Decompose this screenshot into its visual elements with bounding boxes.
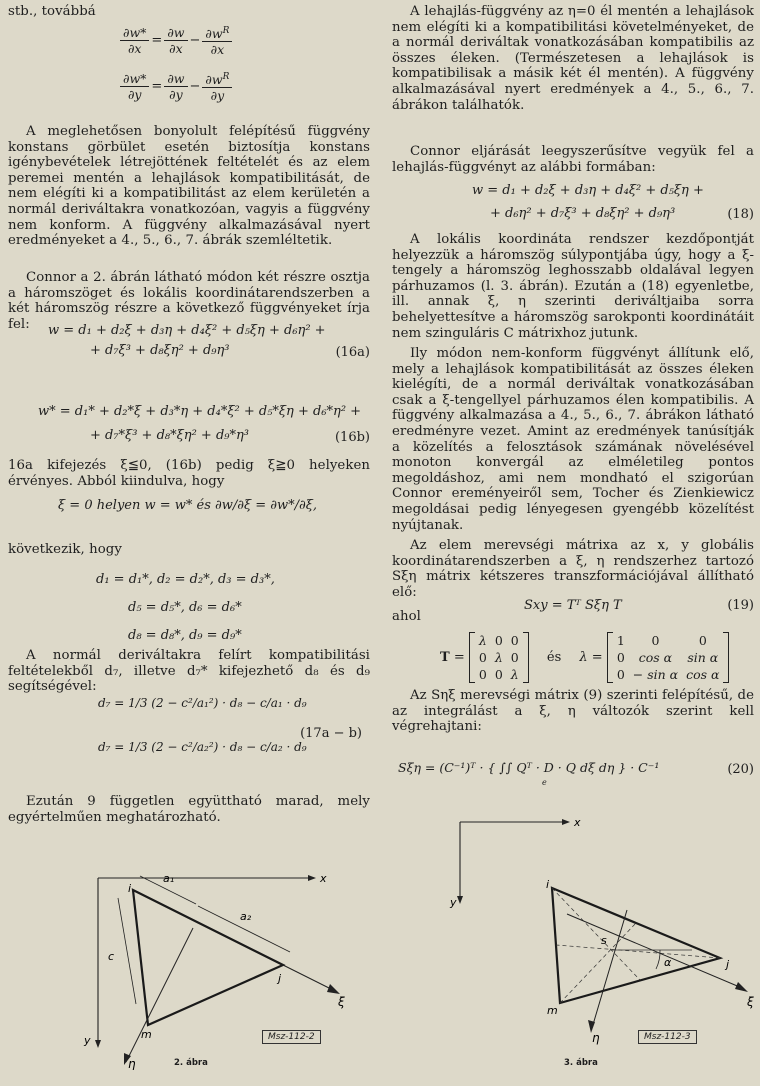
- fig2-caption: 2. ábra: [174, 1058, 208, 1068]
- fig3-x-arrow-icon: [562, 819, 570, 825]
- fig3-label-alpha: α: [664, 956, 672, 969]
- fig2-label-x: x: [320, 872, 327, 885]
- x-axis-arrow-icon: [308, 875, 316, 881]
- and-label: és: [546, 650, 562, 665]
- paragraph-validity: 16a kifejezés ξ≦0, (16b) pedig ξ≧0 helyeken érvényes. Abból kiindulva, hogy: [8, 458, 370, 489]
- fig3-label-x: x: [574, 816, 581, 829]
- right-column: [392, 0, 754, 1086]
- equation-dwx: $\frac{\partial w*}{\partial x}$ = $\frac{\partial w}{\partial x}$ − $\frac{\partial w^R}{\partial x}$: [118, 24, 234, 57]
- fig2-label-a1: a₁: [163, 872, 175, 885]
- paragraph-integration: Az Sηξ merevségi mátrix (9) szerinti felépítésű, de az integrálást a ξ, η változók szerint kell végrehajtani:: [392, 688, 754, 735]
- paragraph-follows: következik, hogy: [8, 542, 122, 557]
- equation-20-number: (20): [727, 762, 754, 777]
- fig2-label-m: m: [141, 1028, 152, 1041]
- equation-coeffs-3: d₈ = d₈*, d₉ = d₉*: [128, 628, 242, 643]
- T-matrix-label: T: [440, 650, 450, 665]
- equation-16a-line2: + d₇ξ³ + d₈ξη² + d₉η³: [90, 343, 230, 358]
- figure-3: [442, 808, 754, 1053]
- fig3-label-j: j: [726, 958, 730, 971]
- fig3-label-m: m: [547, 1004, 558, 1017]
- paragraph-simplified: Connor eljárását leegyszerűsítve vegyük fel a lehajlás-függvényt az alábbi formában:: [392, 144, 754, 175]
- where-label: ahol: [392, 609, 421, 624]
- equation-18-line1: w = d₁ + d₂ξ + d₃η + d₄ξ² + d₅ξη +: [472, 183, 704, 198]
- fig3-y-arrow-icon: [457, 896, 463, 904]
- fig2-label-eta: η: [128, 1057, 136, 1070]
- equation-18-line2: + d₆η² + d₇ξ³ + d₈ξη² + d₉η³: [490, 206, 676, 221]
- T-matrix: λ 0 0 0 λ 0 0 0 λ: [469, 632, 529, 683]
- fig2-xi-arrow-icon: [327, 984, 340, 994]
- fig3-xi-arrow-icon: [735, 982, 748, 992]
- paragraph-nonconform-function: Ily módon nem-konform függvényt állítunk elő, mely a lehajlások kompatibilitását az összes éleken kielégíti, de a normál deriváltak vonatkozásában csak a ξ-tengellyel párhuzamos élen kompatibilis. A függvény alkalmazása a 4., 5., 6., 7. ábrákon látható eredményre vezet. Amint az eredmények tanúsítják a közelítés a felosztások számának növelésével monoton konvergál az elméletileg pontos megoldáshoz, ami nem mondható el szigorúan Connor ereményeiről sem, Tocher és Zienkiewicz megoldásai pedig lényegesen gyengébb közelítést nyújtanak.: [392, 346, 754, 533]
- fig3-label-y: y: [450, 896, 457, 909]
- equation-16a-number: (16a): [335, 345, 370, 360]
- fig2-label-j: j: [278, 972, 282, 985]
- equation-17-number: (17a − b): [300, 726, 362, 741]
- paragraph-deflection-function: A lehajlás-függvény az η=0 él mentén a lehajlások nem elégíti ki a kompatibilitási követelményeket, de a normál deriváltak vonatkozásában kompatibilis az összes éleken. (Természetesen a lehajlások is kompatibilisak a másik két él mentén). A függvény alkalmazásával nyert eredmények a 4., 5., 6., 7. ábrákon találhatók.: [392, 4, 754, 113]
- fig2-label-i: i: [128, 882, 132, 895]
- fig2-label-a2: a₂: [240, 910, 252, 923]
- equation-19: Sxy = Tᵀ Sξη T: [524, 598, 622, 613]
- equation-16b-line2: + d₇*ξ³ + d₈*ξη² + d₉*η³: [90, 428, 249, 443]
- paragraph-normal-derivatives: A normál deriváltakra felírt kompatibilitási feltételekből d₇, illetve d₇* kifejezhető d₈ és d₉ segítségével:: [8, 648, 370, 695]
- equation-20-subscript: e: [542, 778, 547, 787]
- equation-20: Sξη = (C⁻¹)ᵀ · { ∫∫ Qᵀ · D · Q dξ dη } · C⁻¹: [398, 760, 660, 775]
- equation-16a-line1: w = d₁ + d₂ξ + d₃η + d₄ξ² + d₅ξη + d₆η² +: [48, 323, 326, 338]
- fig3-label-eta: η: [592, 1031, 600, 1045]
- fig2-label-y: y: [84, 1034, 91, 1047]
- intro-text: stb., továbbá: [8, 4, 96, 19]
- y-axis-arrow-icon: [95, 1040, 101, 1048]
- fig3-code-box: Msz-112-3: [638, 1030, 697, 1044]
- matrix-equations: T = λ 0 0 0 λ 0 0 0 λ és λ = 1 0 0 0 cos α sin α 0 − sin α cos α: [440, 632, 729, 683]
- equation-dwy: $\frac{\partial w*}{\partial y}$ = $\frac{\partial w}{\partial y}$ − $\frac{\partial w^R}{\partial y}$: [118, 70, 234, 103]
- equation-coeffs-1: d₁ = d₁*, d₂ = d₂*, d₃ = d₃*,: [96, 572, 275, 587]
- fig2-dim-c: [118, 898, 136, 1004]
- fig3-median-i: [552, 888, 640, 980]
- fig2-code-box: Msz-112-2: [262, 1030, 321, 1044]
- fig3-label-xi: ξ: [747, 995, 754, 1009]
- paragraph-stiffness-matrix: Az elem merevségi mátrixa az x, y globális koordinátarendszerben a ξ, η rendszerhez tartozó Sξη mátrix kétszeres transzformációjával állítható elő:: [392, 538, 754, 600]
- fig2-label-c: c: [108, 950, 115, 963]
- paragraph-nonconform: A meglehetősen bonyolult felépítésű függvény konstans görbület esetén biztosítja konstans igénybevételek létrejöttének feltételét és az elem peremei mentén a lehajlások kompatibilitását, de nem elégíti ki a kompatibilitást az elem kerületén a normál deriváltakra vonatkozóan, vagyis a függvény nem konform. A függvény alkalmazásával nyert eredményeket a 4., 5., 6., 7. ábrák szemléltetik.: [8, 124, 370, 249]
- equation-16b-number: (16b): [334, 430, 370, 445]
- equation-17a: d₇ = 1/3 (2 − c²/a₁²) · d₈ − c/a₁ · d₉: [98, 696, 307, 710]
- paragraph-nine-coefficients: Ezután 9 független együttható marad, mely egyértelműen meghatározható.: [8, 794, 370, 825]
- equation-17b: d₇ = 1/3 (2 − c²/a₂²) · d₈ − c/a₂ · d₉: [98, 740, 307, 754]
- equation-coeffs-2: d₅ = d₅*, d₆ = d₆*: [128, 600, 242, 615]
- fig3-caption: 3. ábra: [564, 1058, 598, 1068]
- fig3-triangle: [552, 888, 720, 1003]
- equation-19-number: (19): [727, 598, 754, 613]
- fig2-triangle: [133, 890, 283, 1025]
- fig2-eta-axis: [126, 928, 193, 1062]
- left-column: [8, 0, 370, 1086]
- fig2-label-xi: ξ: [338, 995, 345, 1009]
- fig3-eta-axis: [592, 910, 627, 1028]
- paragraph-connor: Connor a 2. ábrán látható módon két részre osztja a háromszöget és lokális koordinátarendszerben a két háromszög részre a következő függvényeket írja fel:: [8, 270, 370, 332]
- fig3-median-m: [560, 923, 636, 1003]
- lambda-label: λ: [579, 650, 588, 665]
- fig3-label-i: i: [546, 878, 550, 891]
- paragraph-local-coordinates: A lokális koordináta rendszer kezdőpontját helyezzük a háromszög súlypontjába úgy, hogy a ξ-tengely a háromszög leghosszabb oldalával legyen párhuzamos (l. 3. ábrán). Ezután a (18) egyenletbe, ill. annak ξ, η szerinti deriváltjaiba sorra behelyettesítve a háromszög sarokponti koordinátáit nem szinguláris C mátrixhoz jutunk.: [392, 232, 754, 341]
- fig2-xi-axis: [283, 965, 333, 990]
- fig3-label-s: s: [601, 934, 607, 947]
- equation-18-number: (18): [727, 207, 754, 222]
- equation-16b-line1: w* = d₁* + d₂*ξ + d₃*η + d₄*ξ² + d₅*ξη + d₆*η² +: [38, 404, 362, 419]
- lambda-matrix: 1 0 0 0 cos α sin α 0 − sin α cos α: [607, 632, 730, 683]
- equation-boundary-condition: ξ = 0 helyen w = w* és ∂w/∂ξ = ∂w*/∂ξ,: [58, 498, 318, 513]
